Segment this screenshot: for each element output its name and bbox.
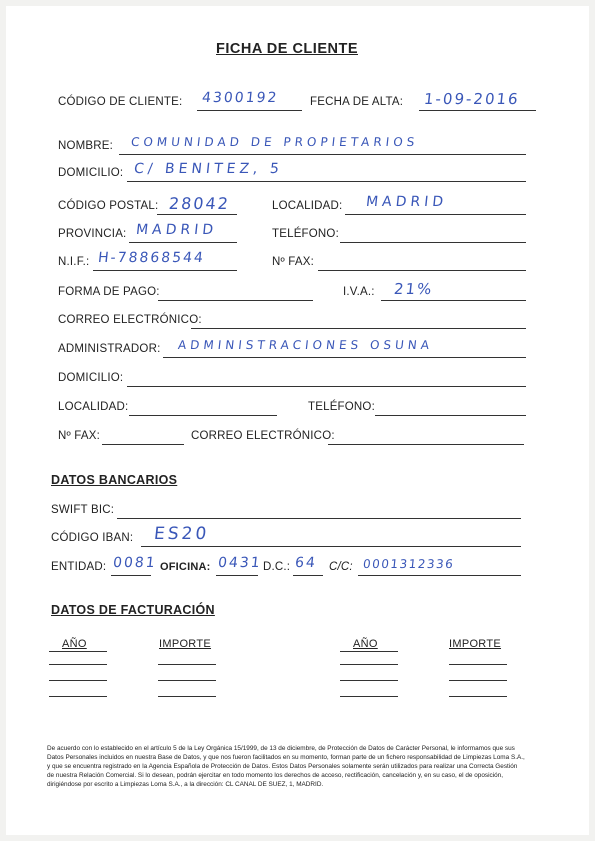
dc-line[interactable] (293, 575, 323, 576)
fecha-alta-line[interactable] (419, 110, 536, 111)
billing-amount-1b[interactable] (158, 680, 216, 681)
form-page (6, 6, 589, 835)
localidad-line[interactable] (345, 214, 526, 215)
iva-value: 21% (393, 280, 435, 298)
form-title: FICHA DE CLIENTE (216, 41, 358, 57)
administrador-value: ADMINISTRACIONES OSUNA (177, 338, 434, 352)
billing-amount-2b[interactable] (449, 680, 507, 681)
nombre-label: NOMBRE: (58, 140, 114, 152)
cc-value: 0001312336 (362, 557, 456, 571)
domicilio-line[interactable] (127, 181, 526, 182)
adm-fax-line[interactable] (102, 444, 184, 445)
entidad-value: 0081 (112, 555, 158, 571)
cc-line[interactable] (358, 575, 521, 576)
telefono-line[interactable] (340, 242, 526, 243)
col-year-underline-1 (49, 651, 107, 652)
billing-year-2a[interactable] (340, 664, 398, 665)
localidad-value: MADRID (365, 194, 448, 210)
codigo-postal-label: CÓDIGO POSTAL: (58, 200, 159, 212)
correo-line[interactable] (191, 328, 526, 329)
billing-year-1a[interactable] (49, 664, 107, 665)
oficina-line[interactable] (216, 575, 258, 576)
billing-amount-1c[interactable] (158, 696, 216, 697)
legal-notice: De acuerdo con lo establecido en el artículo 5 de la Ley Orgánica 15/1999, de 13 de diciembre, de Protección de Datos de Carácter Personal, le informamos que sus Datos Personales incluidos en nuestra Base de Datos, y que nos fueron facilitados en su momento, forman parte de un fichero responsabilidad de Limpiezas Loma S.A., y que se encuentra registrado en la Agencia Española de Protección de Datos. Estos Datos Personales solamente serán utilizados para realizar una Correcta Gestión de nuestra Relación Comercial. Si lo desean, podrán ejercitar en todo momento los derechos de acceso, rectificación, cancelación y, en su caso, el de oposición, dirigiéndose por escrito a Limpiezas Loma S.A., a la dirección: CL CANAL DE SUEZ, 1, MADRID. (47, 745, 525, 788)
adm-domicilio-line[interactable] (127, 386, 526, 387)
codigo-cliente-label: CÓDIGO DE CLIENTE: (58, 96, 183, 108)
cc-label: C/C: (329, 561, 353, 573)
forma-pago-label: FORMA DE PAGO: (58, 286, 160, 298)
datos-bancarios-heading: DATOS BANCARIOS (51, 473, 178, 487)
fax-label: Nº FAX: (272, 256, 315, 268)
fecha-alta-label: FECHA DE ALTA: (310, 96, 404, 108)
iban-value: ES20 (152, 524, 211, 544)
fecha-alta-value: 1-09-2016 (423, 90, 521, 108)
forma-pago-line[interactable] (158, 300, 313, 301)
adm-localidad-line[interactable] (129, 415, 277, 416)
col-year-underline-2 (340, 651, 398, 652)
billing-year-1c[interactable] (49, 696, 107, 697)
swift-label: SWIFT BIC: (51, 504, 115, 516)
dc-label: D.C.: (263, 561, 291, 573)
adm-telefono-line[interactable] (375, 415, 526, 416)
administrador-label: ADMINISTRADOR: (58, 343, 161, 355)
telefono-label: TELÉFONO: (272, 228, 339, 240)
col-year-header-1: AÑO (62, 638, 87, 650)
billing-year-2c[interactable] (340, 696, 398, 697)
iban-line[interactable] (141, 546, 521, 547)
col-year-header-2: AÑO (353, 638, 378, 650)
provincia-label: PROVINCIA: (58, 228, 127, 240)
domicilio-value: C/ BENITEZ, 5 (133, 161, 284, 177)
codigo-cliente-value: 4300192 (201, 90, 280, 106)
localidad-label: LOCALIDAD: (272, 200, 343, 212)
billing-year-2b[interactable] (340, 680, 398, 681)
entidad-label: ENTIDAD: (51, 561, 107, 573)
entidad-line[interactable] (111, 575, 151, 576)
codigo-postal-line[interactable] (157, 214, 237, 215)
dc-value: 64 (294, 555, 318, 571)
codigo-postal-value: 28042 (168, 194, 231, 213)
col-amount-header-2: IMPORTE (449, 638, 502, 650)
billing-amount-1a[interactable] (158, 664, 216, 665)
nombre-value: COMUNIDAD DE PROPIETARIOS (130, 135, 420, 149)
billing-amount-2a[interactable] (449, 664, 507, 665)
col-amount-header-1: IMPORTE (159, 638, 212, 650)
datos-facturacion-heading: DATOS DE FACTURACIÓN (51, 603, 215, 617)
oficina-value: 0431 (217, 555, 263, 571)
adm-fax-label: Nº FAX: (58, 430, 101, 442)
administrador-line[interactable] (163, 357, 526, 358)
provincia-value: MADRID (135, 222, 218, 238)
iva-label: I.V.A.: (343, 286, 375, 298)
oficina-label: OFICINA: (160, 561, 211, 573)
adm-correo-line[interactable] (328, 444, 524, 445)
swift-line[interactable] (117, 518, 521, 519)
nif-label: N.I.F.: (58, 256, 90, 268)
nombre-line[interactable] (119, 154, 526, 155)
provincia-line[interactable] (129, 242, 237, 243)
billing-year-1b[interactable] (49, 680, 107, 681)
adm-telefono-label: TELÉFONO: (308, 401, 375, 413)
correo-label: CORREO ELECTRÓNICO: (58, 314, 202, 326)
billing-amount-2c[interactable] (449, 696, 507, 697)
adm-domicilio-label: DOMICILIO: (58, 372, 124, 384)
nif-value: H-78868544 (97, 250, 206, 266)
nif-line[interactable] (93, 270, 237, 271)
iban-label: CÓDIGO IBAN: (51, 532, 134, 544)
domicilio-label: DOMICILIO: (58, 167, 124, 179)
codigo-cliente-line[interactable] (197, 110, 302, 111)
adm-localidad-label: LOCALIDAD: (58, 401, 129, 413)
iva-line[interactable] (381, 300, 526, 301)
adm-correo-label: CORREO ELECTRÓNICO: (191, 430, 335, 442)
fax-line[interactable] (318, 270, 526, 271)
